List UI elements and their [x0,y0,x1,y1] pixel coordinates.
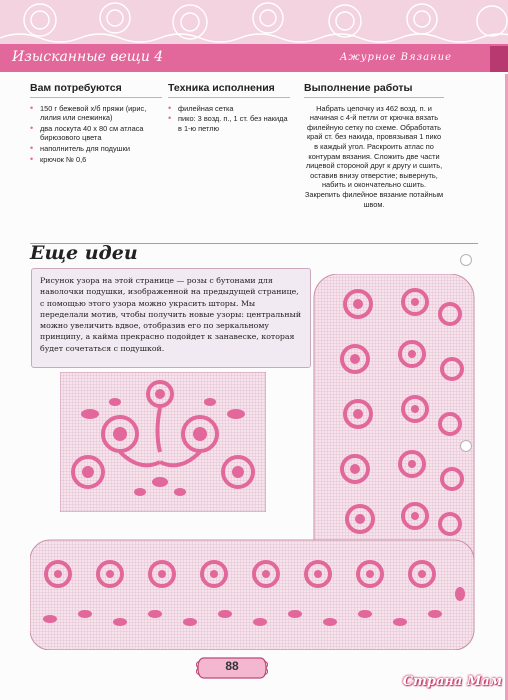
procedure-column [304,84,444,209]
list-item: • филейная сетка [168,104,290,114]
lace-header-decoration [0,0,508,44]
list-item: • наполнитель для подушки [30,144,162,154]
page-number: 88 [225,659,239,673]
list-item: • 150 г бежевой х/б пряжи (ирис, лилия или снежинка) [30,104,162,123]
ideas-textbox [31,268,311,368]
section-banner [0,44,508,72]
technique-column [168,84,290,134]
procedure-title: Выполнение работы [304,84,444,98]
materials-list [30,104,162,165]
procedure-text: Набрать цепочку из 462 возд. п. и начиная с 4-й петли от крючка вязать филейную сетку по схеме. Обработать край ст. без накида, провязывая 1 пико в каждый угол. Раскроить атлас по контурам вязания. Сложить две части лицевой стороной друг к другу и сшить, оставив внизу отверстие; вывернуть, набить и окончательно сшить. Закрепить филейное вязание потайным швом. [304,103,444,209]
section-title: Ажурное Вязание [339,52,452,63]
page-edge-tab [490,46,508,72]
list-item: • пико: 3 возд. п., 1 ст. без накида в 1-ю петлю [168,114,290,133]
ideas-text: Рисунок узора на этой странице — розы с бутонами для наволочки подушки, изображенной на предыдущей странице, с помощью этого узора можно украсить шторы. Мы переделали мотив, чтобы получить новые узоры: центральный можно увеличить вдвое, отобразив его по зеркальному принципу, а кайма прекрасно подойдет к занавеске, которая будет сочетаться с подушкой. [40,276,302,353]
technique-list [168,104,290,134]
list-item: • два лоскута 40 х 80 см атласа бирюзового цвета [30,124,162,143]
technique-title: Техника исполнения [168,84,290,98]
list-item: • крючок № 0,6 [30,155,162,165]
book-title: Изысканные вещи 4 [12,49,164,65]
binder-hole [460,254,472,266]
site-watermark: Страна Мам [402,674,502,689]
ideas-title: Еще идеи [30,242,138,264]
materials-column [30,84,162,165]
rose-motif-chart [60,372,266,512]
page-number-badge [196,655,268,681]
materials-title: Вам потребуются [30,84,162,98]
binder-hole [460,440,472,452]
